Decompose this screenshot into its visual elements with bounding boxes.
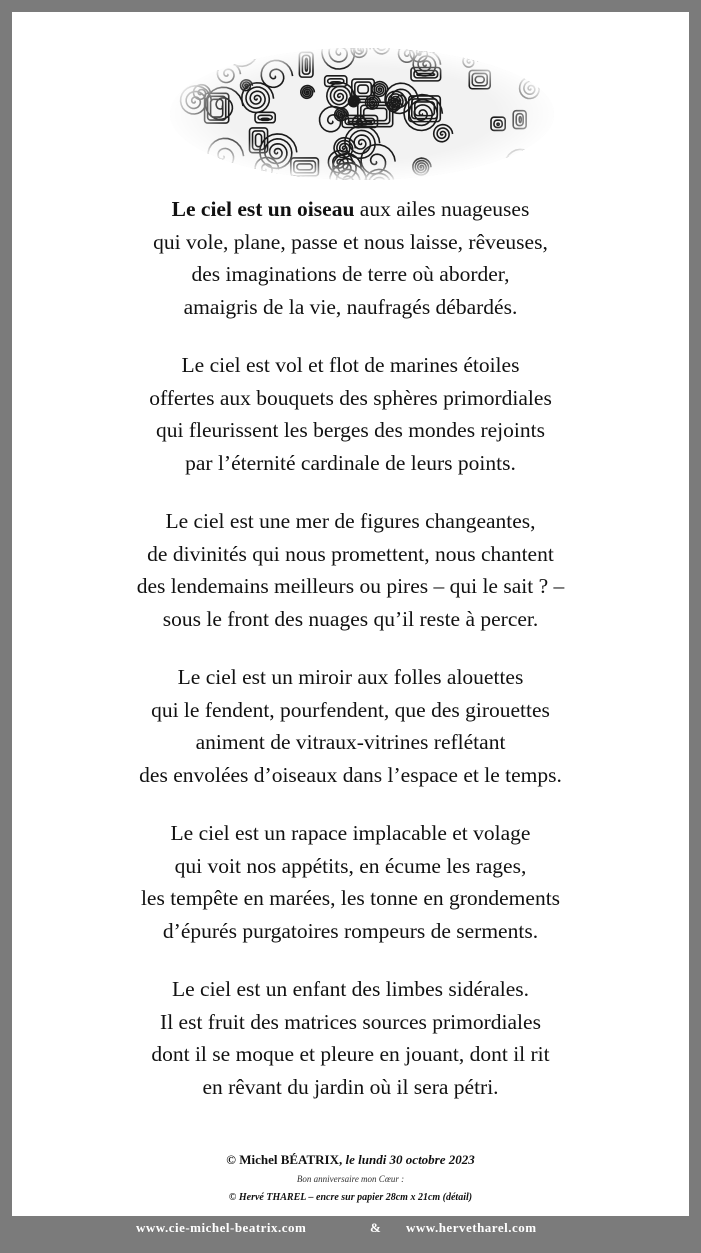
poem-line: qui le fendent, pourfendent, que des girouettes <box>151 697 550 722</box>
poem-line: de divinités qui nous promettent, nous chantent <box>147 541 554 566</box>
ink-spiral-mark <box>234 41 247 52</box>
poem-body <box>12 193 689 1129</box>
poem-title-phrase: Le ciel est un oiseau <box>171 197 355 221</box>
poem-line: Le ciel est vol et flot de marines étoiles <box>181 353 520 377</box>
ink-spiral-mark <box>171 48 203 78</box>
stanza <box>12 817 689 947</box>
poem-line: des imaginations de terre où aborder, <box>191 262 510 286</box>
author-name: © Michel BÉATRIX, <box>226 1152 343 1167</box>
poem-line: Le ciel est une mer de figures changeantes, <box>165 509 536 533</box>
footer-separator: & <box>370 1220 382 1235</box>
footer-links <box>0 1220 701 1246</box>
poem-line: des lendemains meilleurs ou pires – qui le sait ? – <box>136 574 565 598</box>
poem-line: en rêvant du jardin où il sera pétri. <box>202 1074 499 1099</box>
ink-spiral-mark <box>271 174 282 184</box>
stanza <box>12 349 689 479</box>
ink-spiral-mark <box>200 163 213 174</box>
poem-line: par l’éternité cardinale de leurs points. <box>185 450 516 475</box>
poem-line: Le ciel est un miroir aux folles alouettes <box>177 665 524 689</box>
poem-line: offertes aux bouquets des sphères primordiales <box>149 385 552 410</box>
stanza <box>12 973 689 1103</box>
dedication: Bon anniversaire mon Cœur : <box>296 1174 405 1184</box>
poem-line <box>12 193 689 226</box>
poem-card <box>12 12 689 1216</box>
poem-line: sous le front des nuages qu’il reste à percer. <box>162 606 539 631</box>
stanza <box>12 193 689 323</box>
poem-line: d’épurés purgatoires rompeurs de serments. <box>162 918 539 943</box>
author-website-link[interactable]: www.cie-michel-beatrix.com <box>136 1220 307 1235</box>
illustration-icon <box>167 34 557 194</box>
poem-line-rest: aux ailes nuageuses <box>354 197 530 221</box>
poem-line: animent de vitraux-vitrines reflétant <box>195 730 506 754</box>
stanza <box>12 505 689 635</box>
ink-spiral-mark <box>230 172 253 192</box>
stanza <box>12 661 689 791</box>
author-credit <box>12 1152 689 1168</box>
poem-line: qui voit nos appétits, en écume les rages, <box>174 853 527 878</box>
poem-line: Le ciel est un rapace implacable et volage <box>170 821 531 845</box>
artist-name: © Hervé THAREL – <box>228 1192 316 1203</box>
artist-website-link[interactable]: www.hervetharel.com <box>406 1220 537 1235</box>
artist-credit <box>12 1192 689 1203</box>
artwork-info: encre sur papier 28cm x 21cm (détail) <box>316 1192 473 1203</box>
poem-line: les tempête en marées, les tonne en grondements <box>140 886 561 910</box>
poem-line: Le ciel est un enfant des limbes sidérales. <box>171 977 530 1001</box>
poem-date: le lundi 30 octobre 2023 <box>342 1152 475 1167</box>
poem-line: dont il se moque et pleure en jouant, dont il rit <box>151 1042 550 1066</box>
poem-line: amaigris de la vie, naufragés débardés. <box>183 294 518 319</box>
poem-line: qui vole, plane, passe et nous laisse, rêveuses, <box>153 229 548 254</box>
poem-line: qui fleurissent les berges des mondes rejoints <box>156 418 545 442</box>
poem-line: Il est fruit des matrices sources primordiales <box>160 1009 541 1034</box>
poem-line: des envolées d’oiseaux dans l’espace et le temps. <box>139 762 562 787</box>
